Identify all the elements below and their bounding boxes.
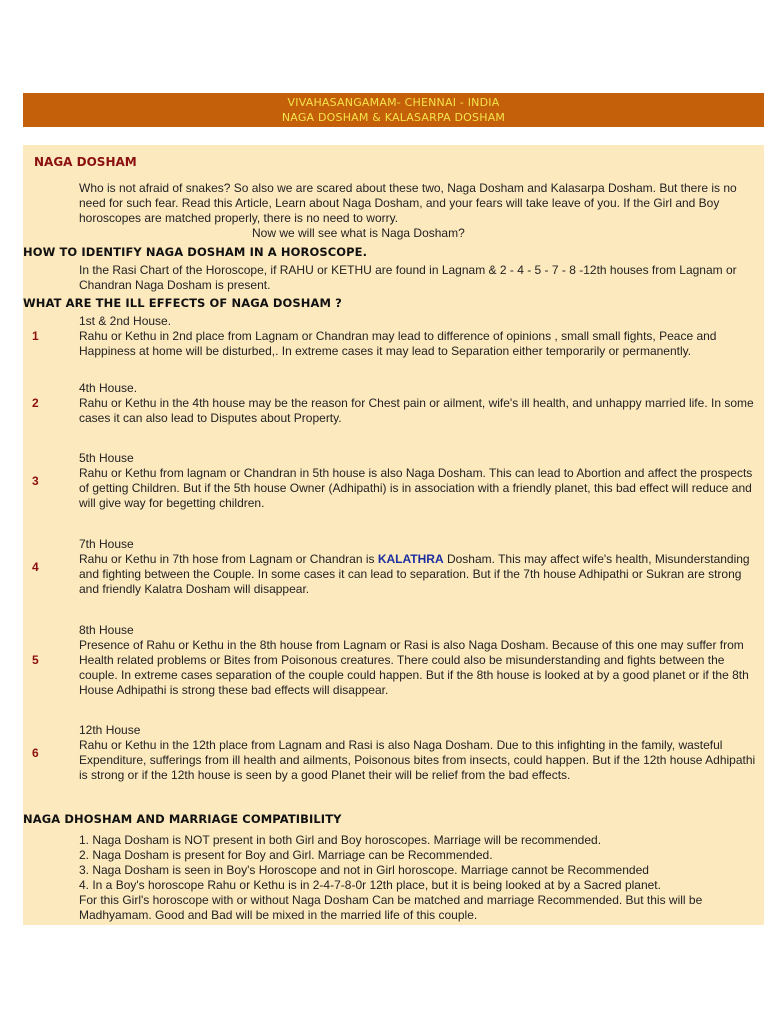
section-title-naga-dosham: NAGA DOSHAM [34,155,137,169]
compat-line-4: 4. In a Boy's horoscope Rahu or Kethu is in 2-4-7-8-0r 12th place, but it is being looked at by a Sacred planet. [79,878,661,892]
effect-number-6: 6 [32,746,39,760]
identify-paragraph: In the Rasi Chart of the Horoscope, if RAHU or KETHU are found in Lagnam & 2 - 4 - 5 - 7 - 8 -12th houses from Lagnam or Chandran Naga Dosham is present. [79,263,737,292]
heading-ill-effects: WHAT ARE THE ILL EFFECTS OF NAGA DOSHAM ? [23,296,342,310]
effect-house-2: 4th House. [79,381,138,395]
effect-text-3: Rahu or Kethu from lagnam or Chandran in 5th house is also Naga Dosham. This can lead to Abortion and affect the prospects of getting Children. But if the 5th house Owner (Adhipathi) is in association with a friendly planet, this bad effect will reduce and will give way for begetting children. [79,466,753,510]
effect-number-5: 5 [32,653,39,667]
content-panel [23,145,764,925]
compat-line-1: 1. Naga Dosham is NOT present in both Girl and Boy horoscopes. Marriage will be recommended. [79,833,602,847]
heading-how-to-identify: HOW TO IDENTIFY NAGA DOSHAM IN A HOROSCOPE. [23,245,368,259]
effect-number-1: 1 [32,329,39,343]
effect-text-1: Rahu or Kethu in 2nd place from Lagnam or Chandran may lead to difference of opinions , small small fights, Peace and Happiness at home will be disturbed,. In extreme cases it may lead to Separation either temporarily or permanently. [79,329,717,358]
effect-number-3: 3 [32,474,39,488]
compat-line-3: 3. Naga Dosham is seen in Boy's Horoscope and not in Girl horoscope. Marriage cannot be Recommended [79,863,649,877]
heading-marriage-compatibility: NAGA DHOSHAM AND MARRIAGE COMPATIBILITY [23,812,342,826]
page-header-banner [23,93,764,127]
effect-house-4: 7th House [79,537,134,551]
effect-number-4: 4 [32,560,39,574]
effect-house-1: 1st & 2nd House. [79,314,172,328]
header-line-2: NAGA DOSHAM & KALASARPA DOSHAM [281,111,506,124]
compat-line-5: For this Girl's horoscope with or without Naga Dosham Can be matched and marriage Recommended. But this will be Madhyamam. Good and Bad will be mixed in the married life of this couple. [79,893,703,922]
effect-number-2: 2 [32,396,39,410]
intro-tail: Now we will see what is Naga Dosham? [252,226,465,240]
effect-house-3: 5th House [79,451,134,465]
effect-text-4-post: Dosham. This may affect wife's health, Misunderstanding and fighting between the Couple. In some cases it can lead to separation. But if the 7th house Adhipathi or Sukran are strong and friendly Kalatra Dosham will disappear. [79,552,750,596]
effect-text-5: Presence of Rahu or Kethu in the 8th house from Lagnam or Rasi is also Naga Dosham. Because of this one may suffer from Health related problems or Bites from Poisonous creatures. There could also be misunderstanding and fights between the couple. In extreme cases separation of the couple could happen. But if the 8th house is looked at by a good planet or if the 8th House Adhipathi is strong these bad effects will disappear. [79,638,749,697]
header-line-1: VIVAHASANGAMAM- CHENNAI - INDIA [287,96,500,109]
compat-line-2: 2. Naga Dosham is present for Boy and Girl. Marriage can be Recommended. [79,848,493,862]
effect-text-6: Rahu or Kethu in the 12th place from Lagnam and Rasi is also Naga Dosham. Due to this infighting in the family, wasteful Expenditure, sufferings from ill health and ailments, Poisonous bites from insects, could happen. But if the 12th house Adhipathi is strong or if the 12th house is seen by a good Planet their will be relief from the bad effects. [79,738,756,782]
effect-text-4-pre: Rahu or Kethu in 7th hose from Lagnam or Chandran is [79,552,378,566]
kalathra-highlight: KALATHRA [377,552,444,566]
effect-text-2: Rahu or Kethu in the 4th house may be the reason for Chest pain or ailment, wife's ill health, and unhappy married life. In some cases it can also lead to Disputes about Property. [79,396,754,425]
effect-house-6: 12th House [79,723,141,737]
effect-text-4 [79,552,764,597]
intro-paragraph: Who is not afraid of snakes? So also we are scared about these two, Naga Dosham and Kalasarpa Dosham. But there is no need for such fear. Read this Article, Learn about Naga Dosham, and your fears will take leave of you. If the Girl and Boy horoscopes are matched properly, there is no need to worry. [79,181,737,225]
effect-house-5: 8th House [79,623,134,637]
